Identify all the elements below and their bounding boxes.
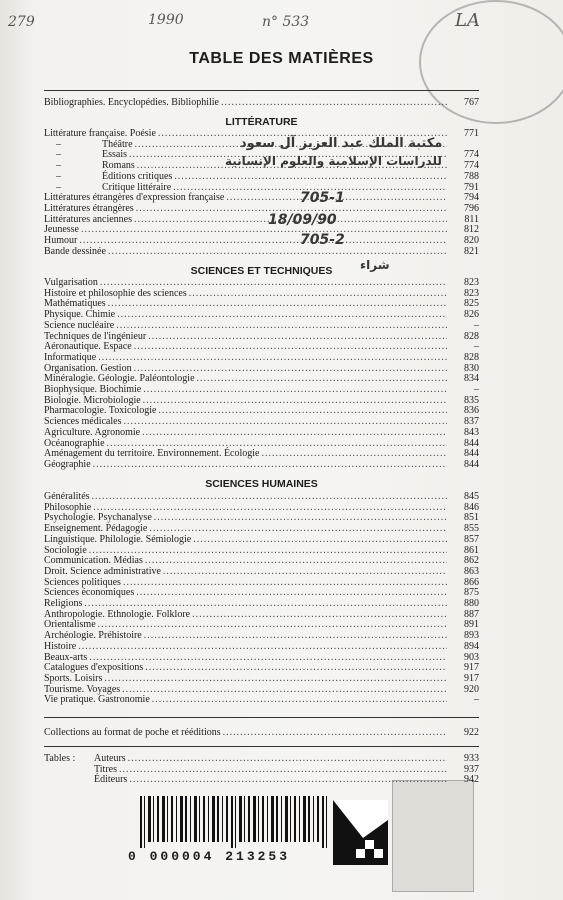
handwritten-corner: LA <box>455 10 480 31</box>
toc-row <box>44 587 479 598</box>
toc-page-number: 774 <box>464 149 479 161</box>
toc-leader-dots <box>143 395 447 406</box>
toc-row <box>44 320 479 331</box>
toc-leader-dots <box>123 416 447 427</box>
toc-row <box>44 160 479 171</box>
toc-row <box>44 149 479 160</box>
toc-page-number: 917 <box>464 672 479 684</box>
toc-row <box>44 630 479 641</box>
toc-label: Informatique <box>44 351 97 363</box>
toc-row <box>44 235 479 246</box>
stamp-code-1: 705-1 <box>300 190 345 206</box>
toc-page-number: 796 <box>464 202 479 214</box>
toc-leader-dots <box>193 534 447 545</box>
barcode <box>140 796 330 848</box>
section-heading: SCIENCES ET TECHNIQUES <box>190 265 333 277</box>
toc-leader-dots <box>98 352 447 363</box>
toc-leader-dots <box>136 203 447 214</box>
toc-label: Humour <box>44 235 78 246</box>
toc-row <box>44 491 479 502</box>
library-sticker <box>392 780 474 892</box>
collections-divider <box>44 717 479 718</box>
toc-row <box>44 246 479 257</box>
toc-page-number: 826 <box>464 309 479 321</box>
toc-page-number: 917 <box>464 662 479 674</box>
publisher-logo-mark <box>333 800 388 865</box>
toc-page-number: 891 <box>464 619 479 631</box>
toc-label: Pharmacologie. Toxicologie <box>44 405 157 417</box>
toc-leader-dots <box>148 331 447 342</box>
toc-row <box>44 662 479 673</box>
toc-row <box>44 203 479 214</box>
toc-row <box>44 373 479 384</box>
toc-label: Beaux-arts <box>44 651 88 663</box>
toc-page-number: 866 <box>464 576 479 588</box>
toc-label: Histoire et philosophie des sciences <box>44 287 187 299</box>
toc-row <box>44 384 479 395</box>
toc-label: Histoire <box>44 640 77 652</box>
toc-label: Éditions critiques <box>102 170 173 182</box>
toc-row <box>44 182 479 193</box>
toc-page-number: 844 <box>464 458 479 470</box>
toc-row <box>44 619 479 630</box>
toc-page-number: 835 <box>464 394 479 406</box>
toc-leader-dots <box>135 139 447 150</box>
toc-leader-dots <box>89 652 447 663</box>
toc-row <box>44 97 479 108</box>
stamp-line-1: مكتبة الملك عبد العزيز آل سعود <box>240 136 443 151</box>
toc-row <box>44 438 479 449</box>
toc-page-number: 846 <box>464 501 479 513</box>
toc-page-number: 887 <box>464 608 479 620</box>
toc-label: Auteurs <box>94 753 126 764</box>
toc-page-number: 771 <box>464 128 479 139</box>
toc-label: Jeunesse <box>44 224 79 236</box>
toc-row <box>44 502 479 513</box>
section-heading: LITTÉRATURE <box>225 116 298 128</box>
toc-row <box>44 395 479 406</box>
toc-leader-dots <box>174 171 447 182</box>
toc-page-number: 828 <box>464 330 479 342</box>
toc-label: Sciences économiques <box>44 587 135 599</box>
toc-leader-dots <box>149 523 447 534</box>
toc-row <box>44 427 479 438</box>
publisher-logo <box>333 800 388 865</box>
toc-page-number: 823 <box>464 277 479 288</box>
toc-page-number: 861 <box>464 544 479 556</box>
toc-row <box>44 555 479 566</box>
handwritten-issue: n° 533 <box>262 14 310 30</box>
toc-row <box>44 341 479 352</box>
toc-label: Littératures anciennes <box>44 213 133 225</box>
stamp-line-2: للدراسات الإسلامية والعلوم الإنسانية <box>225 154 442 168</box>
toc-label: Éditeurs <box>94 774 128 786</box>
top-divider <box>44 90 479 91</box>
toc-dash: – <box>56 170 61 182</box>
toc-leader-dots <box>261 448 447 459</box>
toc-label: Théâtre <box>102 138 133 150</box>
toc-dash: – <box>56 149 61 161</box>
toc-row <box>44 684 479 695</box>
toc-label: Linguistique. Philologie. Sémiologie <box>44 533 192 545</box>
toc-row <box>44 753 479 764</box>
toc-label: Physique. Chimie <box>44 309 116 321</box>
toc-leader-dots <box>152 694 447 705</box>
toc-leader-dots <box>123 577 447 588</box>
toc-page-number: 880 <box>464 598 479 609</box>
toc-row <box>44 405 479 416</box>
toc-row <box>44 694 479 705</box>
toc-leader-dots <box>223 727 447 738</box>
tables-divider <box>44 746 479 747</box>
toc-leader-dots <box>163 566 447 577</box>
handwritten-year: 1990 <box>148 12 184 28</box>
toc-page-number: 843 <box>464 426 479 438</box>
stamp-date: 18/09/90 <box>268 212 337 228</box>
toc-row <box>44 139 479 150</box>
toc-label: Agriculture. Agronomie <box>44 426 141 438</box>
toc-label: Psychologie. Psychanalyse <box>44 512 152 524</box>
toc-leader-dots <box>93 459 447 470</box>
toc-label: Religions <box>44 598 83 609</box>
toc-label: Orientalisme <box>44 619 96 631</box>
page-title: TABLE DES MATIÈRES <box>189 50 374 67</box>
toc-leader-dots <box>117 309 447 320</box>
toc-label: Catalogues d'expositions <box>44 662 144 674</box>
toc-leader-dots <box>137 160 447 171</box>
toc-page-number: 791 <box>464 181 479 193</box>
toc-row <box>44 363 479 374</box>
toc-row <box>44 416 479 427</box>
toc-leader-dots <box>93 502 447 513</box>
toc-page-number: 828 <box>464 351 479 363</box>
toc-page-number: – <box>474 384 479 395</box>
toc-prefix: Tables : <box>44 753 78 764</box>
toc-label: Droit. Science administrative <box>44 565 161 577</box>
toc-label: Anthropologie. Ethnologie. Folklore <box>44 608 191 620</box>
toc-leader-dots <box>144 630 447 641</box>
toc-label: Généralités <box>44 491 90 502</box>
toc-label: Littérature française. Poésie <box>44 128 156 139</box>
stamp-code-2: 705-2 <box>300 232 345 248</box>
toc-leader-dots <box>189 288 447 299</box>
toc-page-number: – <box>474 319 479 331</box>
toc-leader-dots <box>119 764 447 775</box>
toc-label: Collections au format de poche et rééditions <box>44 727 221 738</box>
toc-page-number: 794 <box>464 192 479 204</box>
toc-page-number: 825 <box>464 298 479 310</box>
section-heading: SCIENCES HUMAINES <box>205 478 318 490</box>
toc-row <box>44 598 479 609</box>
toc-label: Organisation. Gestion <box>44 362 132 374</box>
toc-label: Géographie <box>44 458 91 470</box>
toc-row <box>44 609 479 620</box>
toc-label: Littératures étrangères d'expression française <box>44 192 225 204</box>
toc-dash: – <box>56 160 61 172</box>
toc-label: Minéralogie. Géologie. Paléontologie <box>44 373 195 385</box>
toc-row <box>44 577 479 588</box>
toc-page-number: 844 <box>464 437 479 449</box>
toc-page-number: 830 <box>464 362 479 374</box>
toc-row <box>44 566 479 577</box>
toc-label: Vulgarisation <box>44 277 98 288</box>
toc-label: Sciences médicales <box>44 416 122 428</box>
toc-label: Aménagement du territoire. Environnement. Écologie <box>44 448 260 460</box>
toc-row <box>44 523 479 534</box>
toc-row <box>44 128 479 139</box>
handwritten-number: 279 <box>8 14 35 30</box>
toc-leader-dots <box>89 545 447 556</box>
toc-label: Communication. Médias <box>44 555 143 567</box>
toc-label: Techniques de l'ingénieur <box>44 330 147 342</box>
toc-page-number: 811 <box>464 213 479 225</box>
barcode-number: 0 000004 213253 <box>128 849 291 864</box>
toc-leader-dots <box>142 427 447 438</box>
toc-leader-dots <box>107 438 447 449</box>
toc-page-number: 875 <box>464 587 479 599</box>
toc-page-number: 855 <box>464 523 479 535</box>
toc-page-number: 837 <box>464 416 479 428</box>
toc-label: Sports. Loisirs <box>44 672 103 684</box>
toc-leader-dots <box>221 97 447 108</box>
toc-leader-dots <box>173 182 447 193</box>
toc-label: Biophysique. Biochimie <box>44 384 142 395</box>
toc-row <box>44 277 479 288</box>
toc-leader-dots <box>84 598 447 609</box>
toc-label: Bande dessinée <box>44 245 106 257</box>
toc-leader-dots <box>122 684 447 695</box>
toc-page-number: 774 <box>464 160 479 172</box>
toc-label: Tourisme. Voyages <box>44 683 121 695</box>
stamp-word: شراء <box>360 258 390 272</box>
toc-row <box>44 652 479 663</box>
toc-row <box>44 545 479 556</box>
toc-row <box>44 352 479 363</box>
toc-leader-dots <box>129 774 447 785</box>
toc-row <box>44 309 479 320</box>
toc-label: Littératures étrangères <box>44 202 134 214</box>
toc-page-number: 893 <box>464 630 479 642</box>
toc-leader-dots <box>81 224 447 235</box>
toc-page-number: 812 <box>464 224 479 236</box>
toc-leader-dots <box>134 341 447 352</box>
toc-row <box>44 534 479 545</box>
toc-label: Vie pratique. Gastronomie <box>44 694 150 706</box>
toc-page-number: 922 <box>464 727 479 738</box>
toc-leader-dots <box>134 214 447 225</box>
toc-page-number: 903 <box>464 651 479 663</box>
toc-leader-dots <box>108 246 447 257</box>
toc-label: Enseignement. Pédagogie <box>44 523 148 535</box>
toc-leader-dots <box>79 235 447 246</box>
toc-page-number: 788 <box>464 170 479 182</box>
toc-row <box>44 727 479 738</box>
toc-leader-dots <box>143 384 447 395</box>
toc-leader-dots <box>108 298 447 309</box>
toc-page-number: 920 <box>464 683 479 695</box>
toc-label: Titres <box>94 763 117 775</box>
toc-dash: – <box>56 138 61 150</box>
toc-row <box>44 448 479 459</box>
toc-leader-dots <box>197 373 447 384</box>
toc-page-number: 821 <box>464 245 479 257</box>
toc-dash: – <box>56 181 61 193</box>
toc-label: Archéologie. Préhistoire <box>44 630 142 642</box>
toc-page-number: 942 <box>464 774 479 786</box>
toc-page-number: 836 <box>464 405 479 417</box>
toc-row <box>44 214 479 225</box>
toc-row <box>44 641 479 652</box>
toc-row <box>44 192 479 203</box>
toc-row <box>44 224 479 235</box>
toc-page-number: 844 <box>464 448 479 460</box>
toc-row <box>44 331 479 342</box>
toc-label: Romans <box>102 160 135 172</box>
toc-row <box>44 774 479 785</box>
toc-leader-dots <box>192 609 447 620</box>
toc-page-number: 862 <box>464 555 479 567</box>
toc-page-number: 845 <box>464 491 479 502</box>
toc-row <box>44 673 479 684</box>
toc-row <box>44 459 479 470</box>
toc-leader-dots <box>104 673 447 684</box>
toc-page-number: 823 <box>464 287 479 299</box>
toc-page-number: 851 <box>464 512 479 524</box>
toc-leader-dots <box>136 587 447 598</box>
toc-label: Critique littéraire <box>102 181 172 193</box>
toc-leader-dots <box>158 128 447 139</box>
toc-leader-dots <box>116 320 447 331</box>
toc-leader-dots <box>98 619 447 630</box>
toc-leader-dots <box>145 555 447 566</box>
toc-leader-dots <box>128 753 447 764</box>
toc-page-number: 820 <box>464 235 479 246</box>
toc-label: Biologie. Microbiologie <box>44 394 141 406</box>
toc-label: Bibliographies. Encyclopédies. Bibliophilie <box>44 97 219 108</box>
toc-row <box>44 288 479 299</box>
toc-label: Science nucléaire <box>44 319 115 331</box>
toc-row <box>44 171 479 182</box>
toc-row <box>44 512 479 523</box>
toc-label: Aéronautique. Espace <box>44 341 132 353</box>
toc-leader-dots <box>129 149 447 160</box>
toc-leader-dots <box>158 405 447 416</box>
toc-page-number: 834 <box>464 373 479 385</box>
toc-leader-dots <box>78 641 447 652</box>
toc-leader-dots <box>92 491 447 502</box>
toc-page-number: 857 <box>464 533 479 545</box>
toc-leader-dots <box>226 192 447 203</box>
toc-label: Philosophie <box>44 501 92 513</box>
toc-page-number: 767 <box>464 97 479 108</box>
toc-page-number: – <box>474 341 479 353</box>
toc-page-number: 894 <box>464 640 479 652</box>
toc-page-number: 933 <box>464 753 479 764</box>
toc-page-number: 863 <box>464 565 479 577</box>
toc-row <box>44 298 479 309</box>
toc-leader-dots <box>145 662 447 673</box>
toc-label: Sociologie <box>44 544 87 556</box>
toc-page-number: 937 <box>464 763 479 775</box>
toc-leader-dots <box>100 277 447 288</box>
toc-page-number: – <box>474 694 479 706</box>
toc-label: Essais <box>102 149 127 161</box>
toc-leader-dots <box>154 512 447 523</box>
toc-leader-dots <box>134 363 447 374</box>
toc-label: Mathématiques <box>44 298 106 310</box>
toc-label: Sciences politiques <box>44 576 121 588</box>
toc-label: Océanographie <box>44 437 105 449</box>
